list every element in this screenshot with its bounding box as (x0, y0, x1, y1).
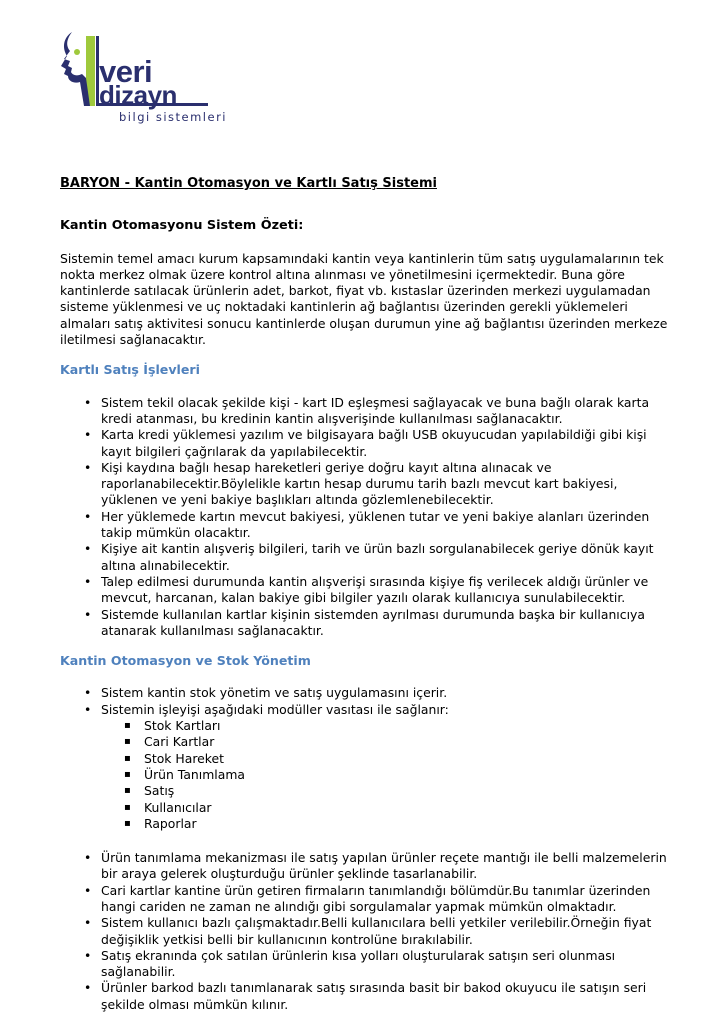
list-item-text: Sistemin işleyişi aşağıdaki modüller vasıtası ile sağlanır: (101, 701, 449, 717)
list-item-text: Sistemde kullanılan kartlar kişinin sistemden ayrılması durumunda başka bir kullanıcıya atanarak kullanılması sağlanacaktır. (101, 606, 645, 638)
logo-tagline: bilgi sistemleri (119, 110, 227, 124)
bullet-icon: • (84, 980, 92, 996)
square-bullet-icon: ▪ (124, 720, 131, 732)
list-item (60, 541, 670, 574)
module-item (60, 751, 670, 767)
list-item-text: Sistem tekil olacak şekilde kişi - kart ID eşleşmesi sağlayacak ve buna bağlı olarak karta kredi atanması, bu kredinin kantin alışverişinde kullanılması sağlanacaktır. (101, 394, 650, 426)
logo-text-veri: veri (99, 54, 153, 89)
logo-face-silhouette (61, 32, 90, 106)
list-item (60, 509, 670, 542)
list-item (60, 702, 670, 718)
square-bullet-icon: ▪ (124, 801, 131, 813)
module-item-text: Cari Kartlar (144, 734, 215, 750)
bullet-icon: • (84, 459, 92, 475)
logo-eye (74, 49, 80, 55)
list-item (60, 574, 670, 607)
stock-heading: Kantin Otomasyon ve Stok Yönetim (60, 653, 311, 669)
bullet-icon: • (84, 850, 92, 866)
module-item-text: Stok Kartları (144, 718, 221, 734)
list-item-text: Her yüklemede kartın mevcut bakiyesi, yüklenen tutar ve yeni bakiye alanları üzerinden takip mümkün olacaktır. (101, 508, 650, 541)
overview-paragraph: Sistemin temel amacı kurum kapsamındaki kantin veya kantinlerin tüm satış uygulamalarının tek nokta merkez olmak üzere kontrol altına alınması ve yönetilmesini içermektedir. Buna göre kantinlerde satılacak ürünlerin adet, barkot, fiyat vb. kıstaslar üzerinden merkezi uygulamadan sisteme yüklenmesi ve uç noktadaki kantinlerin ağ bağlantısı üzerinden gerekli yüklemeleri almaları satış aktivitesi sonucu kantinlerde oluşan durumun yine ağ bağlantısı üzerinden merkeze iletilmesi sağlanacaktır. (60, 250, 668, 348)
list-item (60, 460, 670, 509)
overview-heading: Kantin Otomasyonu Sistem Özeti: (60, 218, 304, 234)
module-item (60, 718, 670, 734)
list-item-text: Sistem kantin stok yönetim ve satış uygulamasını içerir. (101, 685, 448, 701)
stock-list (60, 685, 670, 718)
list-item (60, 948, 670, 981)
list-item (60, 883, 670, 916)
card-sales-heading: Kartlı Satış İşlevleri (60, 362, 200, 378)
bullet-icon: • (84, 394, 92, 410)
square-bullet-icon: ▪ (124, 785, 131, 797)
bullet-icon: • (84, 685, 92, 701)
list-item (60, 915, 670, 948)
bullet-icon: • (84, 606, 92, 622)
list-item-text: Kişi kaydına bağlı hesap hareketleri geriye doğru kayıt altına alınacak ve raporlanabilecektir.Böylelikle kartın hesap durumu tarih bazlı mevcut kart bakiyesi, yüklenen ve yeni bakiye başlıkları altında gözlemlenebilecektir. (101, 459, 618, 508)
square-bullet-icon: ▪ (124, 817, 131, 829)
module-item-text: Stok Hareket (144, 750, 224, 766)
list-item-text: Kişiye ait kantin alışveriş bilgileri, tarih ve ürün bazlı sorgulanabilecek geriye dönük kayıt altına alınabilecektir. (101, 541, 654, 573)
document-title: BARYON - Kantin Otomasyon ve Kartlı Satış Sistemi (60, 176, 437, 191)
module-item (60, 783, 670, 799)
list-item-text: Ürün tanımlama mekanizması ile satış yapılan ürünler reçete mantığı ile belli malzemelerin bir araya gelerek oluşturduğu ürünler şeklinde tasarlanabilir. (101, 850, 667, 882)
bullet-icon: • (84, 882, 92, 898)
list-item-text: Karta kredi yüklemesi yazılım ve bilgisayara bağlı USB okuyucudan yapılabildiği gibi kişi kayıt bilgileri çağrılarak da yapılabilecektir. (101, 427, 647, 459)
modules-list (60, 718, 670, 832)
list-item (60, 685, 670, 701)
bullet-icon: • (84, 427, 92, 443)
module-item (60, 767, 670, 783)
document-body (60, 176, 670, 1013)
bullet-icon: • (84, 947, 92, 963)
module-item (60, 734, 670, 750)
module-item-text: Kullanıcılar (144, 799, 212, 815)
module-item (60, 816, 670, 832)
module-item-text: Ürün Tanımlama (144, 766, 245, 782)
bullet-icon: • (84, 508, 92, 524)
stock-details-list (60, 850, 670, 1013)
list-item-text: Talep edilmesi durumunda kantin alışverişi sırasında kişiye fiş verilecek aldığı ürünler ve mevcut, harcanan, kalan bakiye gibi bilgiler yazılı olarak kullanıcıya sunulabilecektir. (101, 573, 649, 606)
bullet-icon: • (84, 541, 92, 557)
square-bullet-icon: ▪ (124, 768, 131, 780)
list-item (60, 980, 670, 1013)
module-item-text: Raporlar (144, 815, 197, 831)
list-item-text: Sistem kullanıcı bazlı çalışmaktadır.Belli kullanıcılara belli yetkiler verilebilir.Örneğin fiyat değişiklik yetkisi belli bir kullanıcının kontrolüne bırakılabilir. (101, 915, 652, 947)
bullet-icon: • (84, 915, 92, 931)
bullet-icon: • (84, 573, 92, 589)
card-sales-list (60, 395, 670, 639)
list-item (60, 607, 670, 640)
list-item (60, 427, 670, 460)
list-item-text: Cari kartlar kantine ürün getiren firmaların tanımlandığı bölümdür.Bu tanımlar üzerinden hangi cariden ne zaman ne alındığı gibi sorgulamalar yapmak mümkün olmaktadır. (101, 882, 651, 914)
list-item-text: Satış ekranında çok satılan ürünlerin kısa yolları oluşturularak satışın seri olunması sağlanabilir. (101, 947, 616, 980)
square-bullet-icon: ▪ (124, 752, 131, 764)
bullet-icon: • (84, 701, 92, 717)
logo-text-dizayn: dizayn (99, 80, 177, 110)
module-item-text: Satış (144, 783, 175, 799)
list-item-text: Ürünler barkod bazlı tanımlanarak satış sırasında basit bir bakod okuyucu ile satışın seri şekilde olması mümkün kılınır. (101, 980, 647, 1012)
square-bullet-icon: ▪ (124, 736, 131, 748)
company-logo (60, 26, 227, 126)
list-item (60, 395, 670, 428)
module-item (60, 800, 670, 816)
list-item (60, 850, 670, 883)
